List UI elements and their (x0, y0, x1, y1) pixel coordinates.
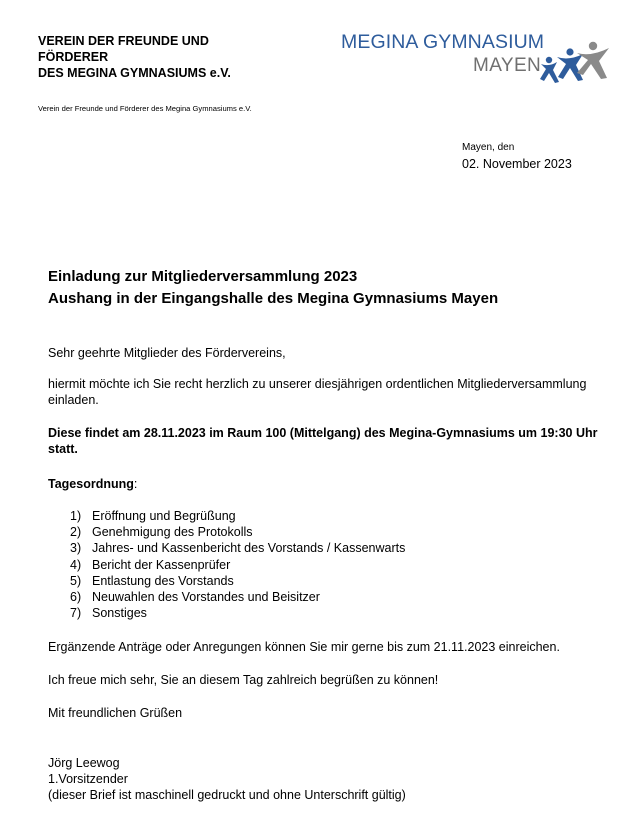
agenda-item-text: Jahres- und Kassenbericht des Vorstands / Kassenwarts (92, 541, 406, 556)
proposals-paragraph: Ergänzende Anträge oder Anregungen können Sie mir gerne bis zum 21.11.2023 einreichen. (48, 640, 560, 654)
agenda-label: Tagesordnung (48, 477, 134, 491)
signer-name: Jörg Leewog (48, 756, 120, 770)
signature-block (48, 755, 406, 803)
intro-paragraph: hiermit möchte ich Sie recht herzlich zu unserer diesjährigen ordentlichen Mitgliederversammlung einladen. (48, 377, 587, 407)
agenda-item (70, 589, 405, 605)
school-logo (338, 30, 614, 86)
letter-title: Einladung zur Mitgliederversammlung 2023 (48, 268, 358, 285)
agenda-item (70, 508, 405, 524)
agenda-item-text: Sonstiges (92, 606, 147, 621)
logo-name: MEGINA GYMNASIUM (341, 31, 545, 53)
logo-town: MAYEN (473, 55, 542, 76)
people-figures-icon (539, 40, 611, 86)
organization-line: VEREIN DER FREUNDE UND (38, 34, 209, 48)
agenda-item (70, 557, 405, 573)
signature-note: (dieser Brief ist maschinell gedruckt und ohne Unterschrift gültig) (48, 788, 406, 802)
letter-subtitle: Aushang in der Eingangshalle des Megina Gymnasiums Mayen (48, 290, 499, 307)
signer-role: 1.Vorsitzender (48, 772, 128, 786)
agenda-item (70, 524, 405, 540)
agenda-label-colon: : (133, 477, 138, 491)
agenda-item-number: 7) (70, 606, 82, 621)
agenda-heading (48, 476, 137, 492)
agenda-item-number: 3) (70, 541, 82, 556)
letter-place: Mayen, den (462, 142, 515, 153)
meeting-details: Diese findet am 28.11.2023 im Raum 100 (Mittelgang) des Megina-Gymnasiums um 19:30 Uhr statt. (48, 426, 598, 456)
agenda-item-number: 4) (70, 557, 82, 572)
agenda-item-number: 2) (70, 525, 82, 540)
agenda-item-number: 6) (70, 589, 82, 604)
agenda-item (70, 573, 405, 589)
letter-date: 02. November 2023 (462, 157, 572, 171)
agenda-item-text: Genehmigung des Protokolls (92, 525, 253, 540)
organization-line: FÖRDERER (38, 50, 109, 64)
agenda-list (70, 508, 405, 621)
agenda-item-number: 1) (70, 509, 82, 523)
agenda-item-text: Neuwahlen des Vorstandes und Beisitzer (92, 589, 320, 604)
salutation: Sehr geehrte Mitglieder des Fördervereins, (48, 346, 286, 360)
agenda-item-text: Entlastung des Vorstands (92, 573, 234, 588)
agenda-item (70, 540, 405, 556)
agenda-item-number: 5) (70, 573, 82, 588)
closing-paragraph: Ich freue mich sehr, Sie an diesem Tag zahlreich begrüßen zu können! (48, 673, 439, 687)
organization-line: DES MEGINA GYMNASIUMS e.V. (38, 66, 231, 80)
agenda-item-text: Eröffnung und Begrüßung (92, 509, 236, 523)
agenda-item (70, 605, 405, 621)
organization-heading (38, 33, 268, 81)
agenda-item-text: Bericht der Kassenprüfer (92, 557, 231, 572)
sender-line: Verein der Freunde und Förderer des Megina Gymnasiums e.V. (38, 104, 252, 113)
regards: Mit freundlichen Grüßen (48, 706, 183, 720)
